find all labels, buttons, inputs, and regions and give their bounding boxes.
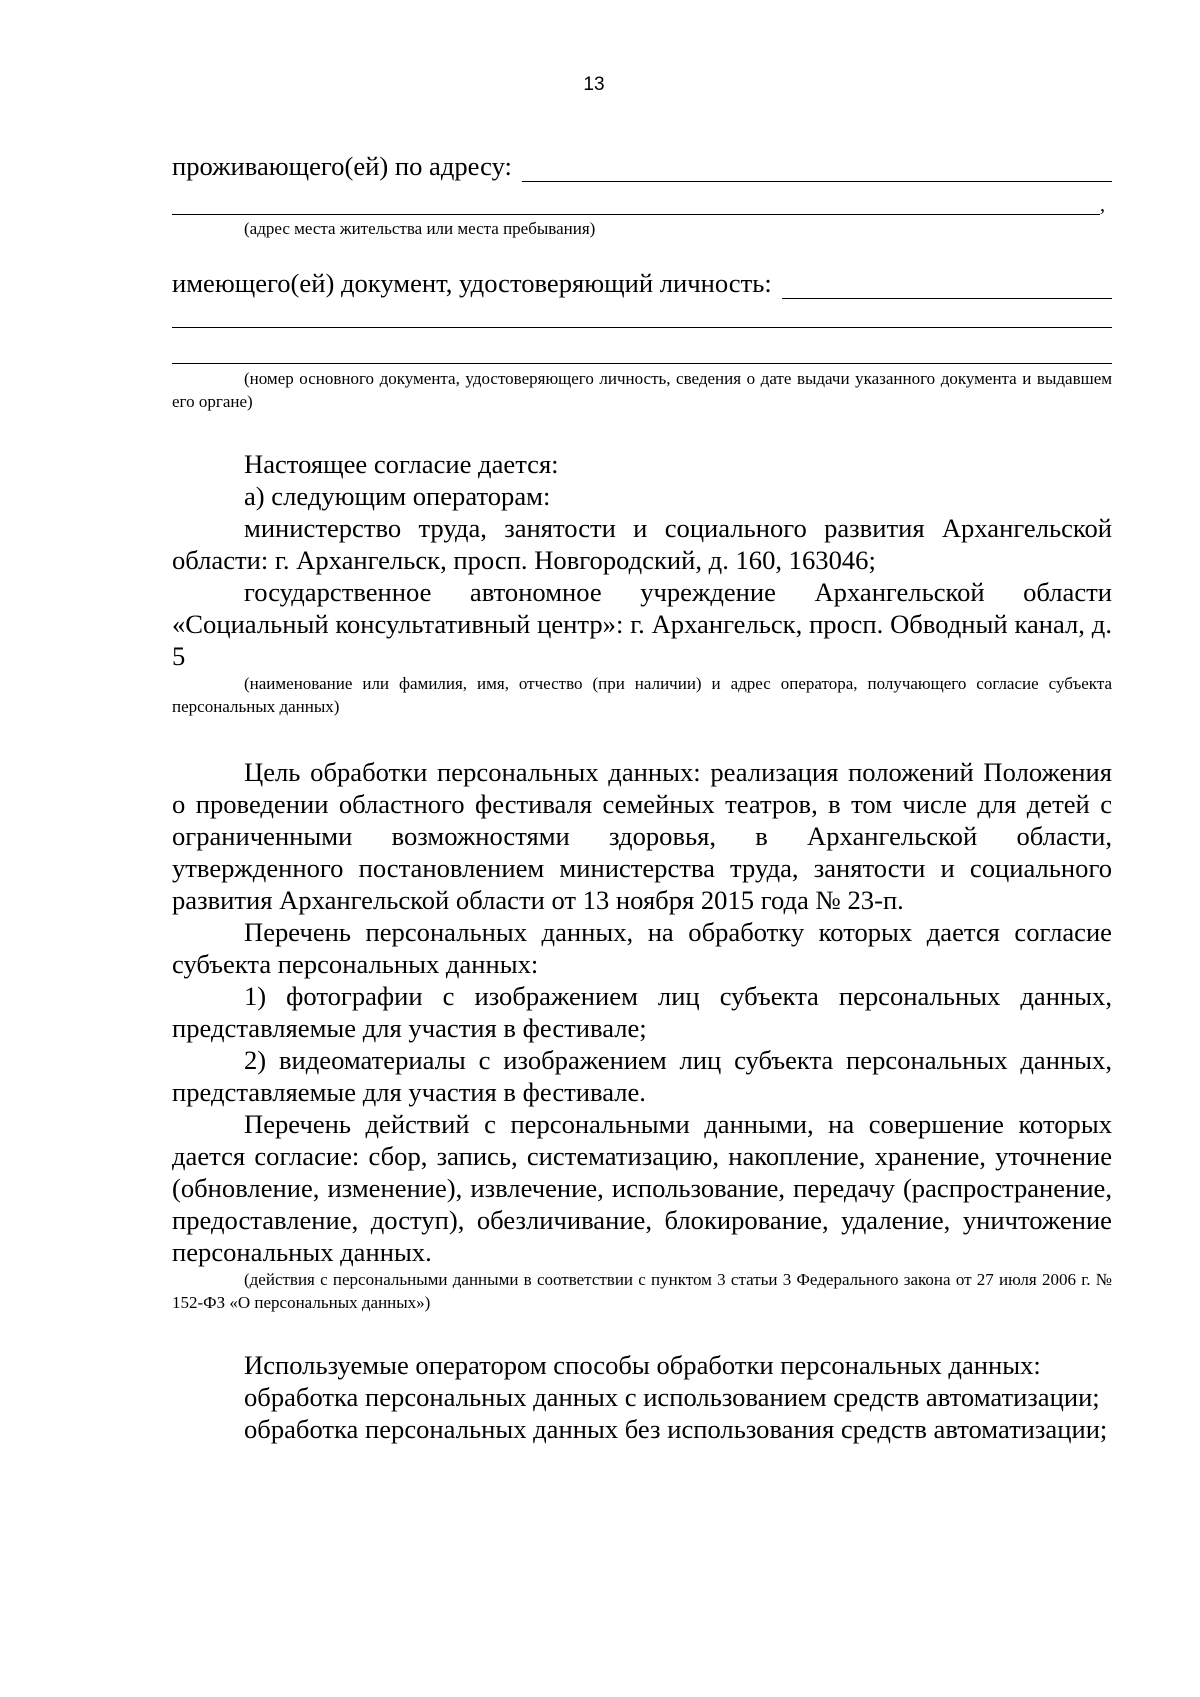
identity-caption: (номер основного документа, удостоверяющего личность, сведения о дате выдачи указанного документа и выдавшем его органе) [172,369,1112,411]
address-label: проживающего(ей) по адресу: [172,151,512,181]
operator-caption: (наименование или фамилия, имя, отчество (при наличии) и адрес оператора, получающего согласие субъекта персональных данных) [172,674,1112,716]
actions-caption: (действия с персональными данными в соответствии с пунктом 3 статьи 3 Федерального закона от 27 июля 2006 г. № 152-ФЗ «О персональных данных») [172,1270,1112,1312]
purpose-paragraph: Цель обработки персональных данных: реализация положений Положения о проведении областного фестиваля семейных театров, в том числе для детей с ограниченными возможностями здоровья, в Архангельской области, утвержденного постановлением министерства труда, занятости и социального развития Архангельской области от 13 ноября 2015 года № 23-п. [172,757,1112,915]
data-list-item-2: 2) видеоматериалы с изображением лиц субъекта персональных данных, представляемые для участия в фестивале. [172,1045,1112,1107]
data-list-item-1: 1) фотографии с изображением лиц субъекта персональных данных, представляемые для участия в фестивале; [172,981,1112,1043]
identity-row [172,267,1112,299]
identity-field-line-3[interactable] [172,335,1112,364]
data-list-intro: Перечень персональных данных, на обработку которых дается согласие субъекта персональных данных: [172,917,1112,979]
methods-intro: Используемые оператором способы обработки персональных данных: [244,1350,1041,1380]
consent-intro: Настоящее согласие дается: [244,449,559,479]
address-comma: , [1100,194,1105,216]
address-field-line-1[interactable] [522,155,1112,182]
identity-label: имеющего(ей) документ, удостоверяющий личность: [172,268,772,298]
address-caption: (адрес места жительства или места пребывания) [244,219,596,238]
operators-label: а) следующим операторам: [244,481,551,511]
address-row [172,150,1112,182]
page-content [172,150,1112,1445]
address-field-line-2[interactable] [172,188,1100,215]
address-row-2 [172,188,1112,215]
methods-item-1: обработка персональных данных с использованием средств автоматизации; [244,1382,1100,1412]
operator-1: министерство труда, занятости и социального развития Архангельской области: г. Архангельск, просп. Новгородский, д. 160, 163046; [172,513,1112,575]
identity-field-line-2[interactable] [172,299,1112,328]
actions-paragraph: Перечень действий с персональными данными, на совершение которых дается согласие: сбор, запись, систематизацию, накопление, хранение, уточнение (обновление, изменение), извлечение, использование, передачу (распространение, предоставление, доступ), обезличивание, блокирование, удаление, уничтожение персональных данных. [172,1109,1112,1267]
identity-field-line-1[interactable] [782,272,1112,299]
operator-2: государственное автономное учреждение Архангельской области «Социальный консультативный центр»: г. Архангельск, просп. Обводный канал, д. 5 [172,577,1112,671]
methods-item-2: обработка персональных данных без использования средств автоматизации; [244,1414,1108,1444]
page-number: 13 [583,74,605,95]
